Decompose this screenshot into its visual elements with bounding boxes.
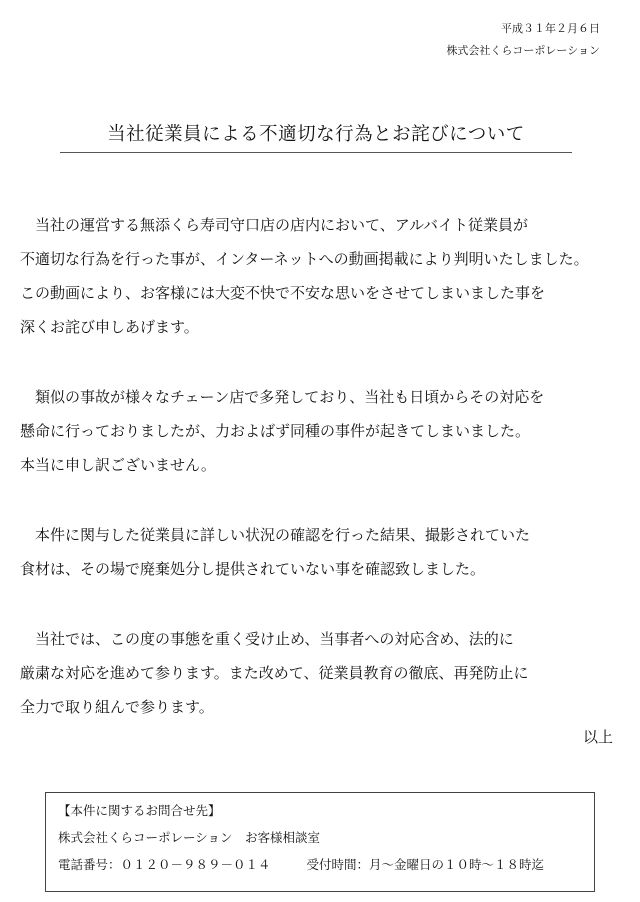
header-block (446, 18, 600, 62)
paragraph-line: 厳粛な対応を進めて参ります。また改めて、従業員教育の徹底、再発防止に (20, 664, 529, 682)
paragraph-line: 当社の運営する無添くら寿司守口店の店内において、アルバイト従業員が (20, 216, 529, 234)
paragraph-line: 当社では、この度の事態を重く受け止め、当事者への対応含め、法的に (20, 630, 514, 648)
contact-organization: 株式会社くらコーポレーション お客様相談室 (58, 830, 321, 845)
company-name: 株式会社くらコーポレーション (446, 44, 600, 57)
paragraph-line: 深くお詫び申しあげます。 (20, 318, 199, 336)
paragraph-line: 本当に申し訳ございません。 (20, 456, 216, 474)
document-title: 当社従業員による不適切な行為とお詫びについて (107, 124, 525, 145)
paragraph-4 (20, 622, 628, 724)
paragraph-line: 類似の事故が様々なチェーン店で多発しており、当社も日頃からその対応を (20, 388, 545, 406)
paragraph-line: 食材は、その場で廃棄処分し提供されていない事を確認致しました。 (20, 560, 486, 578)
closing-mark: 以上 (583, 728, 614, 746)
contact-box (45, 792, 595, 892)
title-underline (60, 152, 572, 153)
paragraph-line: 全力で取り組んで参ります。 (20, 698, 214, 716)
paragraph-2 (20, 380, 628, 482)
paragraph-3 (20, 518, 628, 586)
contact-hours: 受付時間：月～金曜日の１０時～１８時迄 (306, 857, 545, 872)
issue-date: 平成３１年２月６日 (501, 22, 600, 35)
paragraph-1 (20, 208, 628, 344)
paragraph-line: 不適切な行為を行った事が、インターネットへの動画掲載により判明いたしました。 (20, 250, 589, 268)
document-body (20, 208, 628, 760)
paragraph-line: この動画により、お客様には大変不快で不安な思いをさせてしまいました事を (20, 284, 546, 302)
paragraph-line: 本件に関与した従業員に詳しい状況の確認を行った結果、撮影されていた (20, 526, 531, 544)
contact-heading: 【本件に関するお問合せ先】 (58, 803, 221, 818)
contact-phone: 電話番号：０１２０－９８９－０１４ (58, 857, 271, 872)
contact-details-row (58, 851, 582, 878)
paragraph-line: 懸命に行っておりましたが、力およばず同種の事件が起きてしまいました。 (20, 422, 531, 440)
